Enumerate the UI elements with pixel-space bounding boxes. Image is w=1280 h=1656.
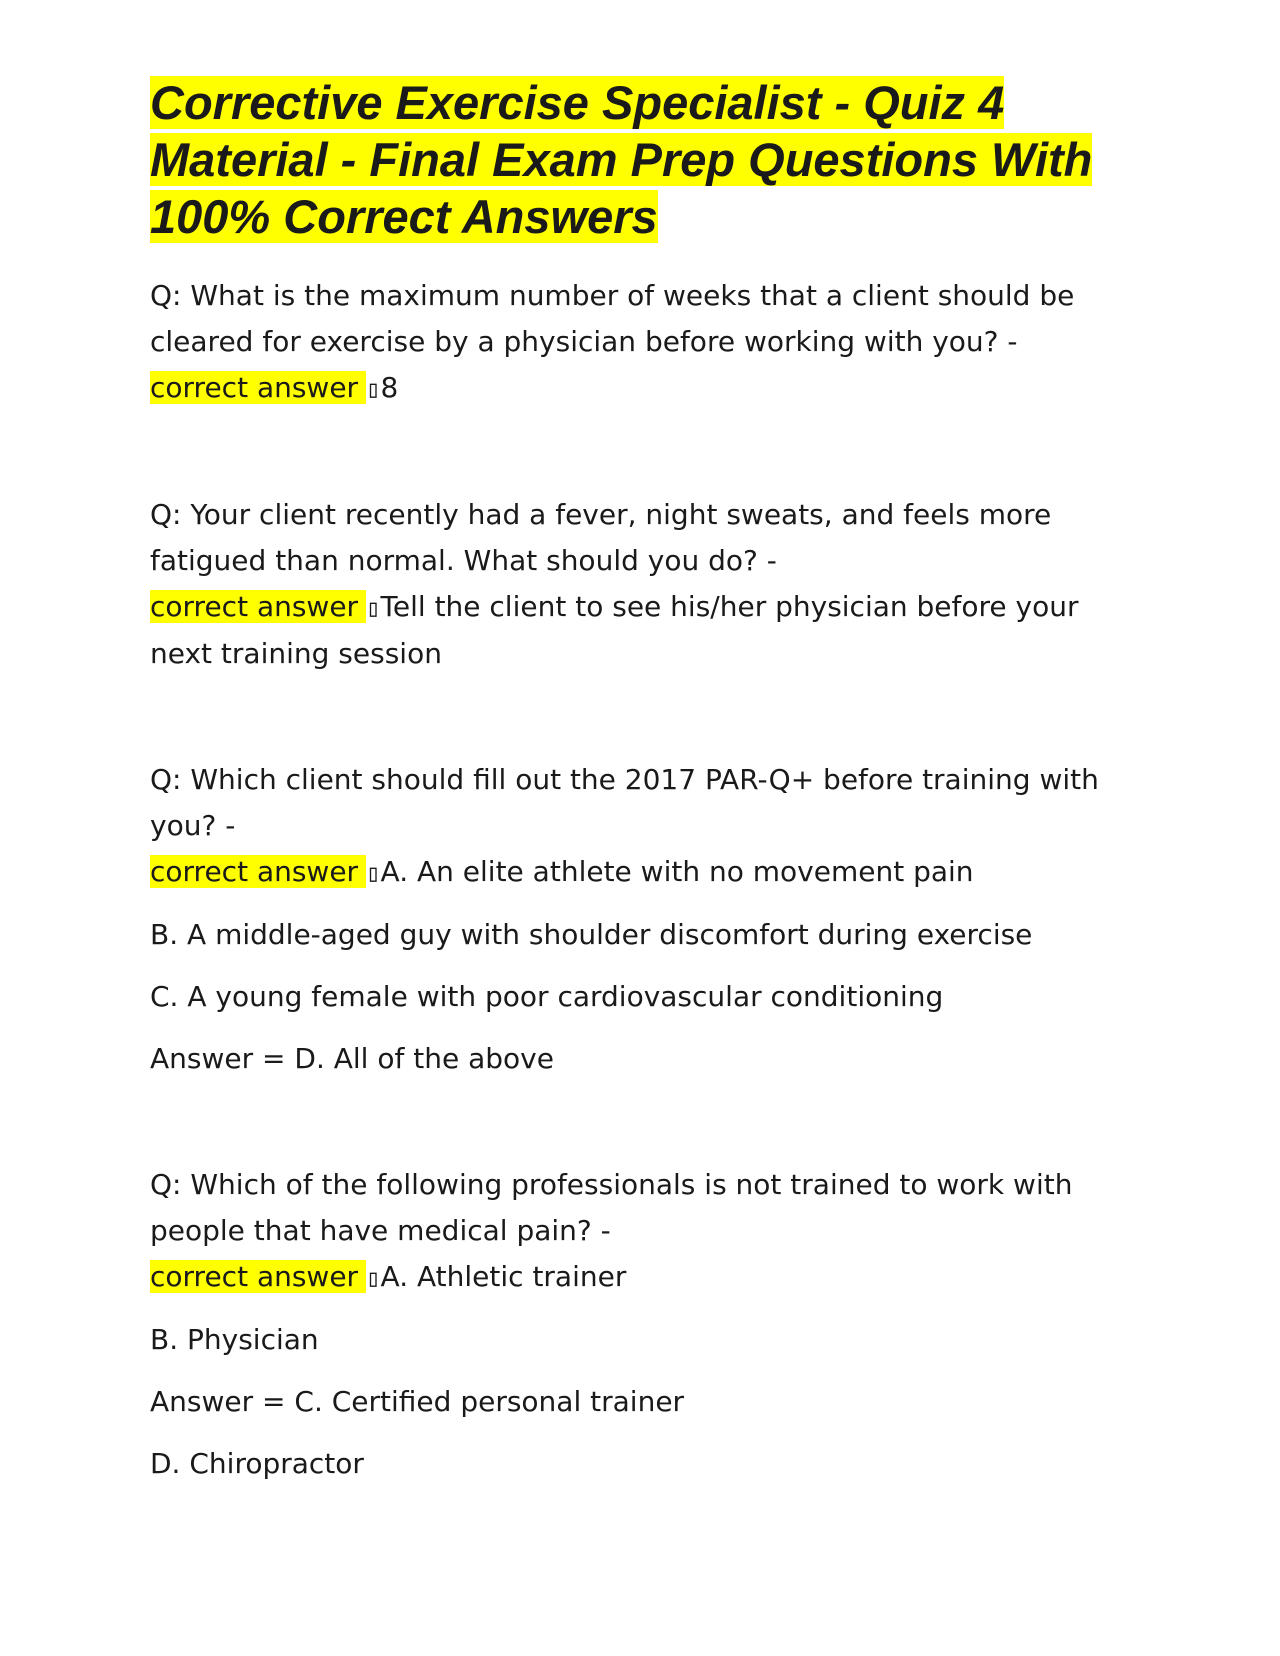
- option-line: D. Chiropractor: [150, 1447, 364, 1480]
- document-title: [150, 74, 1140, 245]
- answer-marker-icon: ▯: [366, 1264, 381, 1292]
- correct-answer-label: correct answer: [150, 855, 366, 888]
- answer-text: Tell the client to see his/her physician before your next training session: [150, 590, 1079, 670]
- answer-text: A. Athletic trainer: [380, 1260, 627, 1293]
- question-block-4: [150, 1162, 1140, 1487]
- document-page: [150, 74, 1140, 1567]
- answer-marker-icon: ▯: [366, 375, 381, 403]
- answer-text: 8: [380, 371, 399, 404]
- question-text: Q: What is the maximum number of weeks that a client should be cleared for exercise by a physician before working with you? - correct answer ▯8: [150, 279, 1075, 404]
- answer-marker-icon: ▯: [366, 594, 381, 622]
- document-title-text: Corrective Exercise Specialist - Quiz 4 Material - Final Exam Prep Questions With 100% Correct Answers: [150, 76, 1093, 243]
- question-block-1: [150, 273, 1140, 412]
- question-text: Q: Which client should fill out the 2017 PAR-Q+ before training with you? - correct answer ▯A. An elite athlete with no movement pain: [150, 763, 1099, 888]
- correct-answer-label: correct answer: [150, 590, 366, 623]
- correct-answer-label: correct answer: [150, 1260, 366, 1293]
- option-line: B. Physician: [150, 1323, 319, 1356]
- question-block-2: [150, 492, 1140, 677]
- final-answer-line: Answer = D. All of the above: [150, 1042, 554, 1075]
- question-text: Q: Your client recently had a fever, night sweats, and feels more fatigued than normal. What should you do? - correct answer ▯Tell the client to see his/her physician before your next training session: [150, 498, 1079, 670]
- question-block-3: [150, 757, 1140, 1082]
- option-line: B. A middle-aged guy with shoulder discomfort during exercise: [150, 918, 1033, 951]
- option-line: C. A young female with poor cardiovascular conditioning: [150, 980, 944, 1013]
- correct-answer-label: correct answer: [150, 371, 366, 404]
- final-answer-line: Answer = C. Certified personal trainer: [150, 1385, 685, 1418]
- question-text: Q: Which of the following professionals is not trained to work with people that have medical pain? - correct answer ▯A. Athletic trainer: [150, 1168, 1073, 1293]
- answer-text: A. An elite athlete with no movement pain: [380, 855, 974, 888]
- answer-marker-icon: ▯: [366, 859, 381, 887]
